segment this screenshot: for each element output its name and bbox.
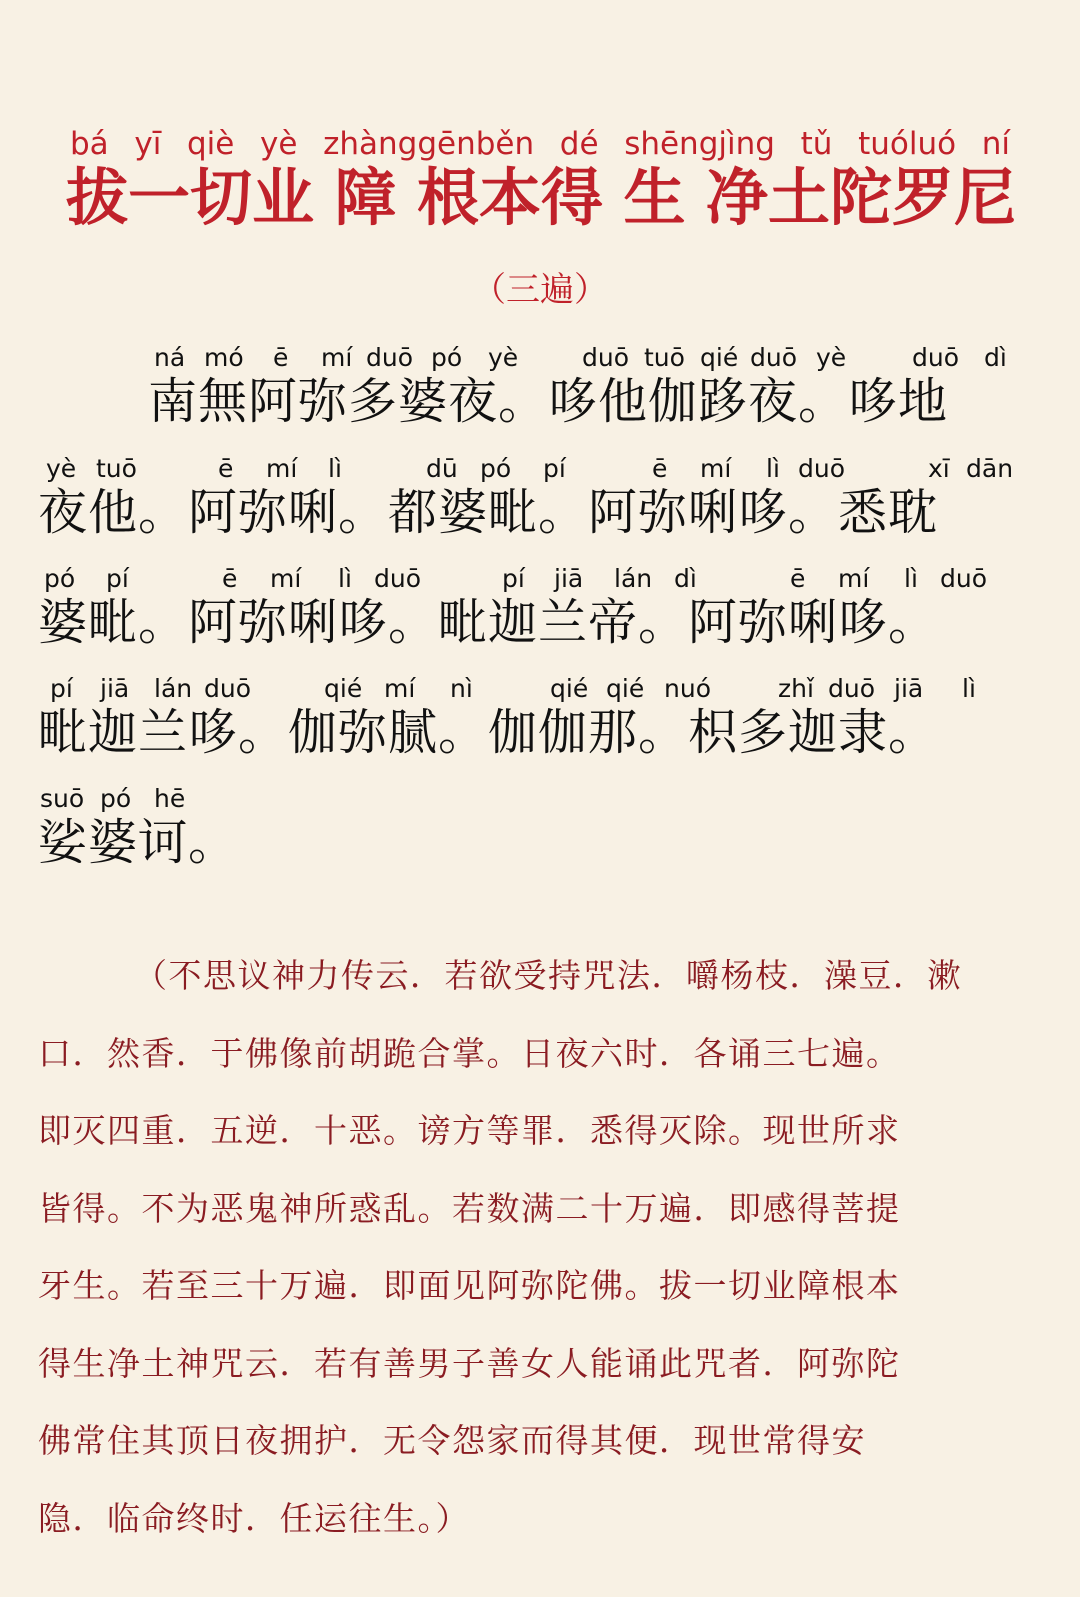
pinyin-syllable: yè bbox=[816, 343, 847, 372]
pinyin-syllable: nuó bbox=[664, 674, 711, 703]
pinyin-syllable: jiā bbox=[554, 564, 584, 593]
pinyin-syllable: mí bbox=[700, 454, 732, 483]
title-pinyin-syllable: qiè bbox=[186, 126, 235, 162]
pinyin-syllable: hē bbox=[154, 784, 186, 813]
pinyin-syllable: mí bbox=[838, 564, 870, 593]
pinyin-syllable: duō bbox=[204, 674, 252, 703]
commentary-line: 皆得。不为恶鬼神所惑乱。若数满二十万遍．即感得菩提 bbox=[38, 1188, 901, 1228]
pinyin-syllable: ē bbox=[790, 564, 806, 593]
pinyin-syllable: pí bbox=[502, 564, 525, 593]
pinyin-syllable: pí bbox=[543, 454, 566, 483]
pinyin-syllable: ē bbox=[273, 343, 289, 372]
pinyin-syllable: nì bbox=[450, 674, 473, 703]
commentary-line: 即灭四重．五逆．十恶。谤方等罪．悉得灭除。现世所求 bbox=[38, 1111, 901, 1150]
pinyin-syllable: pó bbox=[480, 454, 512, 483]
title bbox=[66, 160, 1016, 236]
pinyin-syllable: qié bbox=[700, 343, 739, 372]
pinyin-syllable: ē bbox=[652, 454, 668, 483]
commentary bbox=[38, 937, 1038, 1557]
pinyin-syllable: mí bbox=[321, 343, 353, 372]
pinyin-syllable: lì bbox=[338, 564, 352, 593]
pinyin-syllable: dì bbox=[984, 343, 1007, 372]
pinyin-syllable: mí bbox=[384, 674, 416, 703]
pinyin-syllable: dì bbox=[674, 564, 697, 593]
title-pinyin-syllable: zhànggēnběn bbox=[323, 126, 535, 162]
title-pinyin-syllable: dé bbox=[559, 126, 599, 162]
pinyin-syllable: duō bbox=[828, 674, 876, 703]
pinyin-syllable: tuō bbox=[644, 343, 685, 372]
pinyin-syllable: duō bbox=[750, 343, 798, 372]
title-segment: 拔一切业 bbox=[66, 161, 315, 234]
pinyin-syllable: duō bbox=[366, 343, 414, 372]
title-pinyin-syllable: shēngjìng bbox=[624, 126, 775, 162]
pinyin-syllable: pí bbox=[106, 564, 129, 593]
pinyin-syllable: jiā bbox=[894, 674, 924, 703]
title-pinyin-syllable: yī bbox=[134, 126, 162, 162]
pinyin-syllable: pó bbox=[44, 564, 76, 593]
commentary-line: 牙生。若至三十万遍．即面见阿弥陀佛。拔一切业障根本 bbox=[38, 1266, 901, 1305]
title-pinyin-syllable: tǔ bbox=[800, 126, 833, 162]
mantra-text: 夜他。阿弥唎。都婆毗。阿弥唎哆。悉耽 bbox=[38, 484, 939, 541]
pinyin-syllable: pó bbox=[431, 343, 463, 372]
commentary-line: 隐．临命终时．任运往生。） bbox=[38, 1498, 470, 1538]
pinyin-syllable: duō bbox=[912, 343, 960, 372]
title-pinyin bbox=[70, 126, 1010, 162]
pinyin-syllable: tuō bbox=[96, 454, 137, 483]
title-segment: 障 bbox=[334, 161, 397, 234]
pinyin-syllable: ē bbox=[222, 564, 238, 593]
title-pinyin-syllable: yè bbox=[260, 126, 298, 162]
pinyin-syllable: yè bbox=[46, 454, 77, 483]
pinyin-syllable: qié bbox=[606, 674, 645, 703]
pinyin-syllable: duō bbox=[940, 564, 988, 593]
pinyin-syllable: lì bbox=[904, 564, 918, 593]
pinyin-syllable: dū bbox=[426, 454, 458, 483]
mantra-text: 娑婆诃。 bbox=[38, 814, 239, 871]
pinyin-syllable: qié bbox=[324, 674, 363, 703]
pinyin-syllable: ē bbox=[218, 454, 234, 483]
pinyin-syllable: lì bbox=[766, 454, 780, 483]
commentary-line: 得生净土神咒云．若有善男子善女人能诵此咒者．阿弥陀 bbox=[38, 1343, 901, 1383]
pinyin-syllable: ná bbox=[154, 343, 186, 372]
pinyin-syllable: pó bbox=[100, 784, 132, 813]
mantra-text: 毗迦兰哆。伽弥腻。伽伽那。枳多迦隶。 bbox=[38, 704, 939, 761]
commentary-line: 佛常住其顶日夜拥护．无令怨家而得其便．现世常得安 bbox=[38, 1421, 866, 1460]
pinyin-syllable: lì bbox=[962, 674, 976, 703]
pinyin-syllable: mó bbox=[204, 343, 244, 372]
pinyin-syllable: suō bbox=[40, 784, 85, 813]
pinyin-syllable: yè bbox=[488, 343, 519, 372]
pinyin-syllable: jiā bbox=[100, 674, 130, 703]
mantra-text: 婆毗。阿弥唎哆。毗迦兰帝。阿弥唎哆。 bbox=[38, 594, 939, 651]
pinyin-syllable: lì bbox=[328, 454, 342, 483]
title-pinyin-syllable: tuóluó bbox=[858, 126, 957, 162]
pinyin-syllable: duō bbox=[798, 454, 846, 483]
pinyin-syllable: lán bbox=[154, 674, 193, 703]
subtitle-repeat-count: （三遍） bbox=[472, 270, 608, 310]
pinyin-syllable: zhǐ bbox=[778, 674, 814, 703]
pinyin-syllable: mí bbox=[270, 564, 302, 593]
title-pinyin-syllable: bá bbox=[70, 126, 109, 162]
pinyin-syllable: lán bbox=[614, 564, 653, 593]
title-segment: 净土陀罗尼 bbox=[705, 161, 1016, 234]
pinyin-syllable: duō bbox=[582, 343, 630, 372]
title-segment: 根本得 bbox=[416, 161, 603, 234]
mantra-text: 南無阿弥多婆夜。哆他伽跢夜。哆地 bbox=[148, 373, 949, 430]
title-segment: 生 bbox=[623, 161, 686, 234]
pinyin-syllable: pí bbox=[50, 674, 73, 703]
pinyin-syllable: duō bbox=[374, 564, 422, 593]
title-pinyin-syllable: ní bbox=[981, 126, 1010, 162]
pinyin-syllable: qié bbox=[550, 674, 589, 703]
commentary-line: 口．然香．于佛像前胡跪合掌。日夜六时．各诵三七遍。 bbox=[38, 1033, 901, 1073]
pinyin-syllable: dān bbox=[966, 454, 1014, 483]
pinyin-syllable: xī bbox=[928, 454, 950, 483]
pinyin-syllable: mí bbox=[266, 454, 298, 483]
commentary-line: （不思议神力传云．若欲受持咒法．嚼杨枝．澡豆．漱 bbox=[134, 956, 962, 995]
